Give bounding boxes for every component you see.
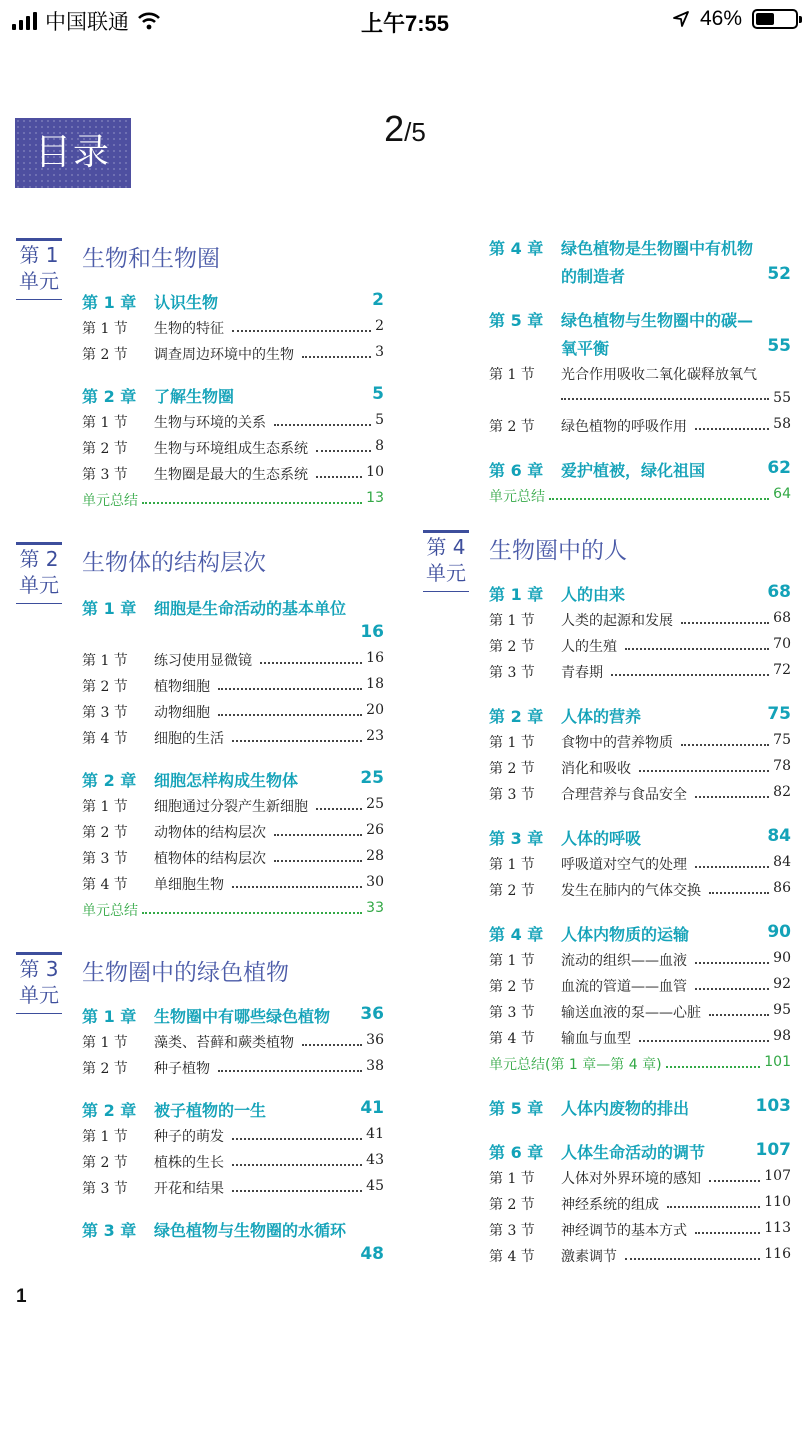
section-page: 10	[366, 464, 384, 480]
section-page: 28	[366, 848, 384, 864]
section-page: 16	[366, 650, 384, 666]
section-page: 68	[773, 610, 791, 626]
section-page: 43	[366, 1152, 384, 1168]
unit-2-label: 第 2 单元	[16, 546, 62, 598]
section-row[interactable]	[82, 822, 384, 842]
chapter-row[interactable]	[489, 704, 791, 727]
section-name: 人体对外界环境的感知	[561, 1171, 701, 1187]
section-label: 第 1 节	[82, 321, 128, 337]
section-label: 第 2 节	[489, 1197, 535, 1213]
section-label: 第 2 节	[489, 761, 535, 777]
section-name: 开花和结果	[154, 1181, 224, 1197]
leader-dots	[218, 1058, 362, 1072]
leader-dots	[260, 650, 362, 664]
status-time: 上午7:55	[360, 11, 450, 36]
section-name: 流动的组织——血液	[561, 953, 687, 969]
leader-dots	[709, 880, 769, 894]
section-row[interactable]	[82, 1126, 384, 1146]
chapter-page: 36	[360, 1004, 384, 1024]
section-label: 第 3 节	[489, 1223, 535, 1239]
section-page: 107	[764, 1168, 791, 1184]
chapter-label: 第 2 章	[489, 707, 544, 726]
chapter-name: 绿色植物与生物圈的水循环	[154, 1221, 347, 1240]
chapter-name: 的制造者	[561, 267, 626, 286]
leader-dots	[695, 1220, 760, 1234]
section-label: 第 1 节	[82, 1035, 128, 1051]
section-name: 植物细胞	[154, 679, 210, 695]
unit-3-title: 生物圈中的绿色植物	[82, 960, 289, 986]
battery-percent: 46%	[699, 7, 742, 30]
section-label: 第 1 节	[82, 799, 128, 815]
chapter-label: 第 1 章	[82, 293, 137, 312]
leader-dots	[625, 636, 769, 650]
section-label: 第 3 节	[82, 851, 128, 867]
section-label: 第 4 节	[82, 877, 128, 893]
leader-dots	[316, 464, 362, 478]
section-name: 动物体的结构层次	[154, 825, 266, 841]
section-row[interactable]	[489, 636, 791, 656]
chapter-row[interactable]	[82, 1218, 384, 1241]
section-row[interactable]	[489, 364, 791, 384]
total-pages: /5	[404, 117, 426, 147]
leader-dots	[611, 662, 769, 676]
section-name: 食物中的营养物质	[561, 735, 673, 751]
section-page: 20	[366, 702, 384, 718]
section-row[interactable]	[82, 412, 384, 432]
section-name: 种子的萌发	[154, 1129, 224, 1145]
section-row[interactable]	[489, 784, 791, 804]
section-name: 绿色植物的呼吸作用	[561, 419, 687, 435]
section-label: 第 1 节	[489, 857, 535, 873]
section-label: 第 3 节	[82, 467, 128, 483]
chapter-page: 5	[372, 384, 384, 404]
section-name: 细胞的生活	[154, 731, 224, 747]
section-label: 第 1 节	[82, 1129, 128, 1145]
leader-dots	[695, 416, 769, 430]
chapter-name: 细胞是生命活动的基本单位	[154, 599, 347, 618]
chapter-page: 55	[767, 336, 791, 356]
chapter-page: 2	[372, 290, 384, 310]
summary-page: 13	[366, 490, 384, 506]
section-page: 82	[773, 784, 791, 800]
chapter-label: 第 3 章	[489, 829, 544, 848]
chapter-name: 了解生物圈	[154, 387, 235, 406]
section-name: 消化和吸收	[561, 761, 631, 777]
unit-summary-row[interactable]	[489, 486, 791, 506]
section-name: 输送血液的泵——心脏	[561, 1005, 701, 1021]
chapter-row[interactable]	[82, 290, 384, 313]
section-name: 生物与环境的关系	[154, 415, 266, 431]
section-name: 生物圈是最大的生态系统	[154, 467, 308, 483]
section-page: 92	[773, 976, 791, 992]
chapter-row[interactable]	[489, 922, 791, 945]
section-label: 第 4 节	[82, 731, 128, 747]
section-page: 55	[773, 390, 791, 406]
chapter-name: 细胞怎样构成生物体	[154, 771, 299, 790]
section-name: 练习使用显微镜	[154, 653, 252, 669]
section-name: 血流的管道——血管	[561, 979, 687, 995]
chapter-row[interactable]	[82, 768, 384, 791]
section-label: 第 4 节	[489, 1031, 535, 1047]
status-bar	[0, 0, 810, 42]
section-row[interactable]	[489, 1168, 791, 1188]
chapter-name: 人体内废物的排出	[561, 1099, 690, 1118]
section-name: 神经系统的组成	[561, 1197, 659, 1213]
chapter-name: 人的由来	[561, 585, 626, 604]
chapter-label: 第 1 章	[489, 585, 544, 604]
section-page: 58	[773, 416, 791, 432]
section-label: 第 1 节	[489, 953, 535, 969]
leader-dots	[681, 610, 769, 624]
section-name: 人的生殖	[561, 639, 617, 655]
leader-dots	[695, 784, 769, 798]
section-page: 90	[773, 950, 791, 966]
unit-summary-row[interactable]	[82, 900, 384, 920]
leader-dots	[709, 1002, 769, 1016]
chapter-name: 绿色植物与生物圈中的碳—	[561, 311, 754, 330]
section-label: 第 2 节	[82, 1155, 128, 1171]
section-name: 青春期	[561, 665, 603, 681]
section-label: 第 2 节	[82, 441, 128, 457]
chapter-label: 第 5 章	[489, 311, 544, 330]
leader-dots	[274, 412, 371, 426]
section-label: 第 2 节	[489, 979, 535, 995]
section-label: 第 2 节	[82, 347, 128, 363]
chapter-name: 生物圈中有哪些绿色植物	[154, 1007, 331, 1026]
chapter-page: 103	[755, 1096, 791, 1116]
section-label: 第 3 节	[489, 787, 535, 803]
section-row[interactable]	[489, 976, 791, 996]
section-label: 第 1 节	[489, 735, 535, 751]
section-name: 神经调节的基本方式	[561, 1223, 687, 1239]
leader-dots	[625, 1246, 760, 1260]
section-label: 第 2 节	[489, 639, 535, 655]
leader-dots	[274, 822, 362, 836]
leader-dots	[142, 900, 362, 914]
chapter-row[interactable]	[489, 458, 791, 481]
section-page: 72	[773, 662, 791, 678]
section-page: 110	[764, 1194, 791, 1210]
unit-3-label: 第 3 单元	[16, 956, 62, 1008]
section-page: 8	[375, 438, 384, 454]
chapter-name: 人体内物质的运输	[561, 925, 690, 944]
section-name: 藻类、苔藓和蕨类植物	[154, 1035, 294, 1051]
leader-dots	[667, 1194, 760, 1208]
section-page: 75	[773, 732, 791, 748]
summary-name: 单元总结(第 1 章—第 4 章)	[489, 1057, 662, 1073]
section-name: 细胞通过分裂产生新细胞	[154, 799, 308, 815]
section-name: 植物体的结构层次	[154, 851, 266, 867]
section-page: 41	[366, 1126, 384, 1142]
section-row[interactable]	[82, 438, 384, 458]
chapter-label: 第 5 章	[489, 1099, 544, 1118]
section-page: 98	[773, 1028, 791, 1044]
section-label: 第 1 节	[489, 367, 535, 383]
chapter-label: 第 4 章	[489, 239, 544, 258]
leader-dots	[316, 438, 371, 452]
chapter-page: 90	[767, 922, 791, 942]
section-page: 45	[366, 1178, 384, 1194]
leader-dots	[142, 490, 362, 504]
section-row[interactable]	[82, 464, 384, 484]
section-page: 5	[375, 412, 384, 428]
chapter-page: 107	[755, 1140, 791, 1160]
chapter-page: 68	[767, 582, 791, 602]
section-label: 第 3 节	[489, 665, 535, 681]
section-row[interactable]	[82, 848, 384, 868]
footer-page-number: 1	[16, 1286, 27, 1307]
section-label: 第 1 节	[82, 415, 128, 431]
section-row[interactable]	[82, 796, 384, 816]
toc-title: 目录	[15, 118, 131, 188]
leader-dots	[316, 796, 362, 810]
section-page: 78	[773, 758, 791, 774]
leader-dots	[302, 1032, 362, 1046]
unit-4-label: 第 4 单元	[423, 534, 469, 586]
section-page: 26	[366, 822, 384, 838]
chapter-label: 第 1 章	[82, 1007, 137, 1026]
summary-name: 单元总结	[82, 493, 138, 509]
section-page: 116	[764, 1246, 791, 1262]
section-name: 种子植物	[154, 1061, 210, 1077]
section-label: 第 1 节	[489, 613, 535, 629]
leader-dots	[709, 1168, 760, 1182]
section-page: 3	[375, 344, 384, 360]
chapter-row[interactable]	[82, 1004, 384, 1027]
chapter-name: 人体的营养	[561, 707, 642, 726]
leader-dots	[695, 950, 769, 964]
section-row[interactable]	[82, 1032, 384, 1052]
section-row-continued[interactable]	[561, 390, 791, 406]
section-label: 第 3 节	[82, 705, 128, 721]
section-row[interactable]	[82, 650, 384, 670]
chapter-page: 16	[360, 622, 384, 642]
section-label: 第 2 节	[82, 1061, 128, 1077]
chapter-name: 人体的呼吸	[561, 829, 642, 848]
section-name: 人类的起源和发展	[561, 613, 673, 629]
summary-page: 64	[773, 486, 791, 502]
chapter-label: 第 3 章	[82, 1221, 137, 1240]
unit-2-title: 生物体的结构层次	[82, 550, 266, 576]
section-name: 合理营养与食品安全	[561, 787, 687, 803]
unit-1-label: 第 1 单元	[16, 242, 62, 294]
leader-dots	[302, 344, 371, 358]
section-row[interactable]	[489, 732, 791, 752]
carrier-name: 中国联通	[45, 11, 129, 34]
leader-dots	[218, 676, 362, 690]
leader-dots	[232, 1152, 362, 1166]
section-page: 95	[773, 1002, 791, 1018]
section-label: 第 4 节	[489, 1249, 535, 1265]
chapter-page: 25	[360, 768, 384, 788]
section-page: 36	[366, 1032, 384, 1048]
chapter-page: 62	[767, 458, 791, 478]
leader-dots	[695, 976, 769, 990]
chapter-label: 第 1 章	[82, 599, 137, 618]
section-row[interactable]	[82, 318, 384, 338]
chapter-row[interactable]	[82, 384, 384, 407]
section-page: 23	[366, 728, 384, 744]
chapter-label: 第 6 章	[489, 1143, 544, 1162]
section-name: 动物细胞	[154, 705, 210, 721]
section-name: 光合作用吸收二氧化碳释放氧气	[561, 367, 757, 383]
section-row[interactable]	[489, 880, 791, 900]
chapter-page: 84	[767, 826, 791, 846]
section-name: 植株的生长	[154, 1155, 224, 1171]
section-label: 第 1 节	[82, 653, 128, 669]
chapter-row[interactable]	[489, 582, 791, 605]
summary-page: 101	[764, 1054, 791, 1070]
chapter-name: 绿色植物是生物圈中有机物	[561, 239, 754, 258]
section-name: 发生在肺内的气体交换	[561, 883, 701, 899]
leader-dots	[218, 702, 362, 716]
section-row[interactable]	[489, 758, 791, 778]
section-page: 70	[773, 636, 791, 652]
unit-1-title: 生物和生物圈	[82, 246, 220, 272]
leader-dots	[232, 318, 371, 332]
section-page: 30	[366, 874, 384, 890]
section-row[interactable]	[82, 874, 384, 894]
unit-4-title: 生物圈中的人	[489, 538, 627, 564]
summary-page: 33	[366, 900, 384, 916]
chapter-label: 第 4 章	[489, 925, 544, 944]
chapter-row[interactable]	[489, 308, 791, 331]
chapter-row[interactable]	[82, 1098, 384, 1121]
section-row[interactable]	[489, 1002, 791, 1022]
section-row[interactable]	[489, 416, 791, 436]
chapter-row-continued[interactable]	[561, 264, 791, 287]
summary-name: 单元总结	[82, 903, 138, 919]
section-label: 第 3 节	[489, 1005, 535, 1021]
leader-dots	[561, 390, 769, 400]
chapter-row-continued[interactable]	[561, 336, 791, 359]
section-name: 呼吸道对空气的处理	[561, 857, 687, 873]
chapter-name: 爱护植被，绿化祖国	[561, 461, 706, 480]
leader-dots	[232, 1126, 362, 1140]
section-name: 生物与环境组成生态系统	[154, 441, 308, 457]
section-label: 第 1 节	[489, 1171, 535, 1187]
chapter-row[interactable]	[489, 236, 791, 259]
leader-dots	[549, 486, 769, 500]
unit-summary-row[interactable]	[82, 490, 384, 510]
leader-dots	[232, 1178, 362, 1192]
leader-dots	[232, 874, 362, 888]
current-page: 2	[384, 108, 405, 149]
chapter-row[interactable]	[489, 826, 791, 849]
section-page: 2	[375, 318, 384, 334]
section-row[interactable]	[82, 1058, 384, 1078]
chapter-page: 48	[360, 1244, 384, 1264]
section-name: 激素调节	[561, 1249, 617, 1265]
leader-dots	[639, 758, 769, 772]
section-page: 18	[366, 676, 384, 692]
unit-summary-row[interactable]	[489, 1054, 791, 1074]
location-arrow-icon	[672, 10, 690, 28]
summary-name: 单元总结	[489, 489, 545, 505]
chapter-label: 第 2 章	[82, 1101, 137, 1120]
section-page: 25	[366, 796, 384, 812]
section-row[interactable]	[82, 728, 384, 748]
section-row[interactable]	[82, 1178, 384, 1198]
section-page: 113	[764, 1220, 791, 1236]
section-row[interactable]	[489, 854, 791, 874]
leader-dots	[232, 728, 362, 742]
section-row[interactable]	[489, 1246, 791, 1266]
chapter-row[interactable]	[489, 1096, 791, 1119]
section-page: 84	[773, 854, 791, 870]
chapter-label: 第 6 章	[489, 461, 544, 480]
leader-dots	[681, 732, 769, 746]
chapter-name: 人体生命活动的调节	[561, 1143, 706, 1162]
section-page: 38	[366, 1058, 384, 1074]
section-label: 第 2 节	[489, 419, 535, 435]
section-name: 生物的特征	[154, 321, 224, 337]
chapter-page: 75	[767, 704, 791, 724]
section-row[interactable]	[82, 344, 384, 364]
section-row[interactable]	[489, 662, 791, 682]
section-row[interactable]	[82, 676, 384, 696]
section-row[interactable]	[82, 702, 384, 722]
section-label: 第 2 节	[82, 679, 128, 695]
chapter-row[interactable]	[82, 596, 384, 619]
leader-dots	[666, 1054, 761, 1068]
section-name: 单细胞生物	[154, 877, 224, 893]
leader-dots	[274, 848, 362, 862]
section-label: 第 3 节	[82, 1181, 128, 1197]
chapter-page: 41	[360, 1098, 384, 1118]
battery-icon	[752, 9, 798, 29]
chapter-name: 认识生物	[154, 293, 219, 312]
chapter-page: 52	[767, 264, 791, 284]
chapter-name: 被子植物的一生	[154, 1101, 267, 1120]
section-name: 调查周边环境中的生物	[154, 347, 294, 363]
section-row[interactable]	[82, 1152, 384, 1172]
chapter-label: 第 2 章	[82, 387, 137, 406]
leader-dots	[695, 854, 769, 868]
section-label: 第 2 节	[82, 825, 128, 841]
section-row[interactable]	[489, 1220, 791, 1240]
section-label: 第 2 节	[489, 883, 535, 899]
section-row[interactable]	[489, 1028, 791, 1048]
leader-dots	[639, 1028, 769, 1042]
section-row[interactable]	[489, 950, 791, 970]
section-page: 86	[773, 880, 791, 896]
chapter-label: 第 2 章	[82, 771, 137, 790]
section-row[interactable]	[489, 610, 791, 630]
chapter-name: 氧平衡	[561, 339, 610, 358]
section-name: 输血与血型	[561, 1031, 631, 1047]
chapter-row[interactable]	[489, 1140, 791, 1163]
section-row[interactable]	[489, 1194, 791, 1214]
